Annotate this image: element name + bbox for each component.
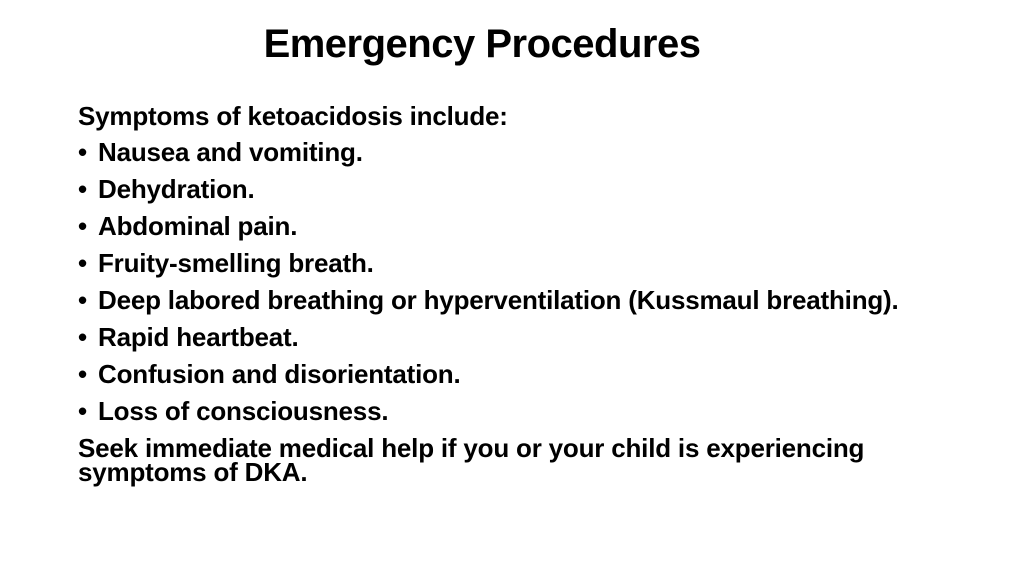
bullet-icon: • (78, 174, 87, 204)
list-item-text: Rapid heartbeat. (98, 322, 299, 352)
list-item-text: Abdominal pain. (98, 211, 298, 241)
list-item (78, 322, 978, 352)
list-item (78, 359, 978, 389)
list-item-text: Fruity-smelling breath. (98, 248, 374, 278)
list-item-text: Loss of consciousness. (98, 396, 389, 426)
slide-body (78, 101, 978, 487)
slide-title: Emergency Procedures (263, 22, 701, 66)
list-item-text: Deep labored breathing or hyperventilation (Kussmaul breathing). (98, 285, 899, 315)
list-item (78, 174, 978, 204)
list-item (78, 137, 978, 167)
closing-text: Seek immediate medical help if you or your child is experiencing symptoms of DKA. (78, 433, 865, 487)
symptom-list (78, 137, 978, 426)
list-item (78, 248, 978, 278)
list-item-text: Dehydration. (98, 174, 255, 204)
list-item (78, 211, 978, 241)
list-item-text: Confusion and disorientation. (98, 359, 461, 389)
list-item (78, 396, 978, 426)
bullet-icon: • (78, 359, 87, 389)
bullet-icon: • (78, 396, 87, 426)
bullet-icon: • (78, 322, 87, 352)
bullet-icon: • (78, 137, 87, 167)
list-item-text: Nausea and vomiting. (98, 137, 363, 167)
list-item (78, 285, 978, 315)
bullet-icon: • (78, 211, 87, 241)
bullet-icon: • (78, 248, 87, 278)
bullet-icon: • (78, 285, 87, 315)
intro-text: Symptoms of ketoacidosis include: (78, 101, 508, 131)
